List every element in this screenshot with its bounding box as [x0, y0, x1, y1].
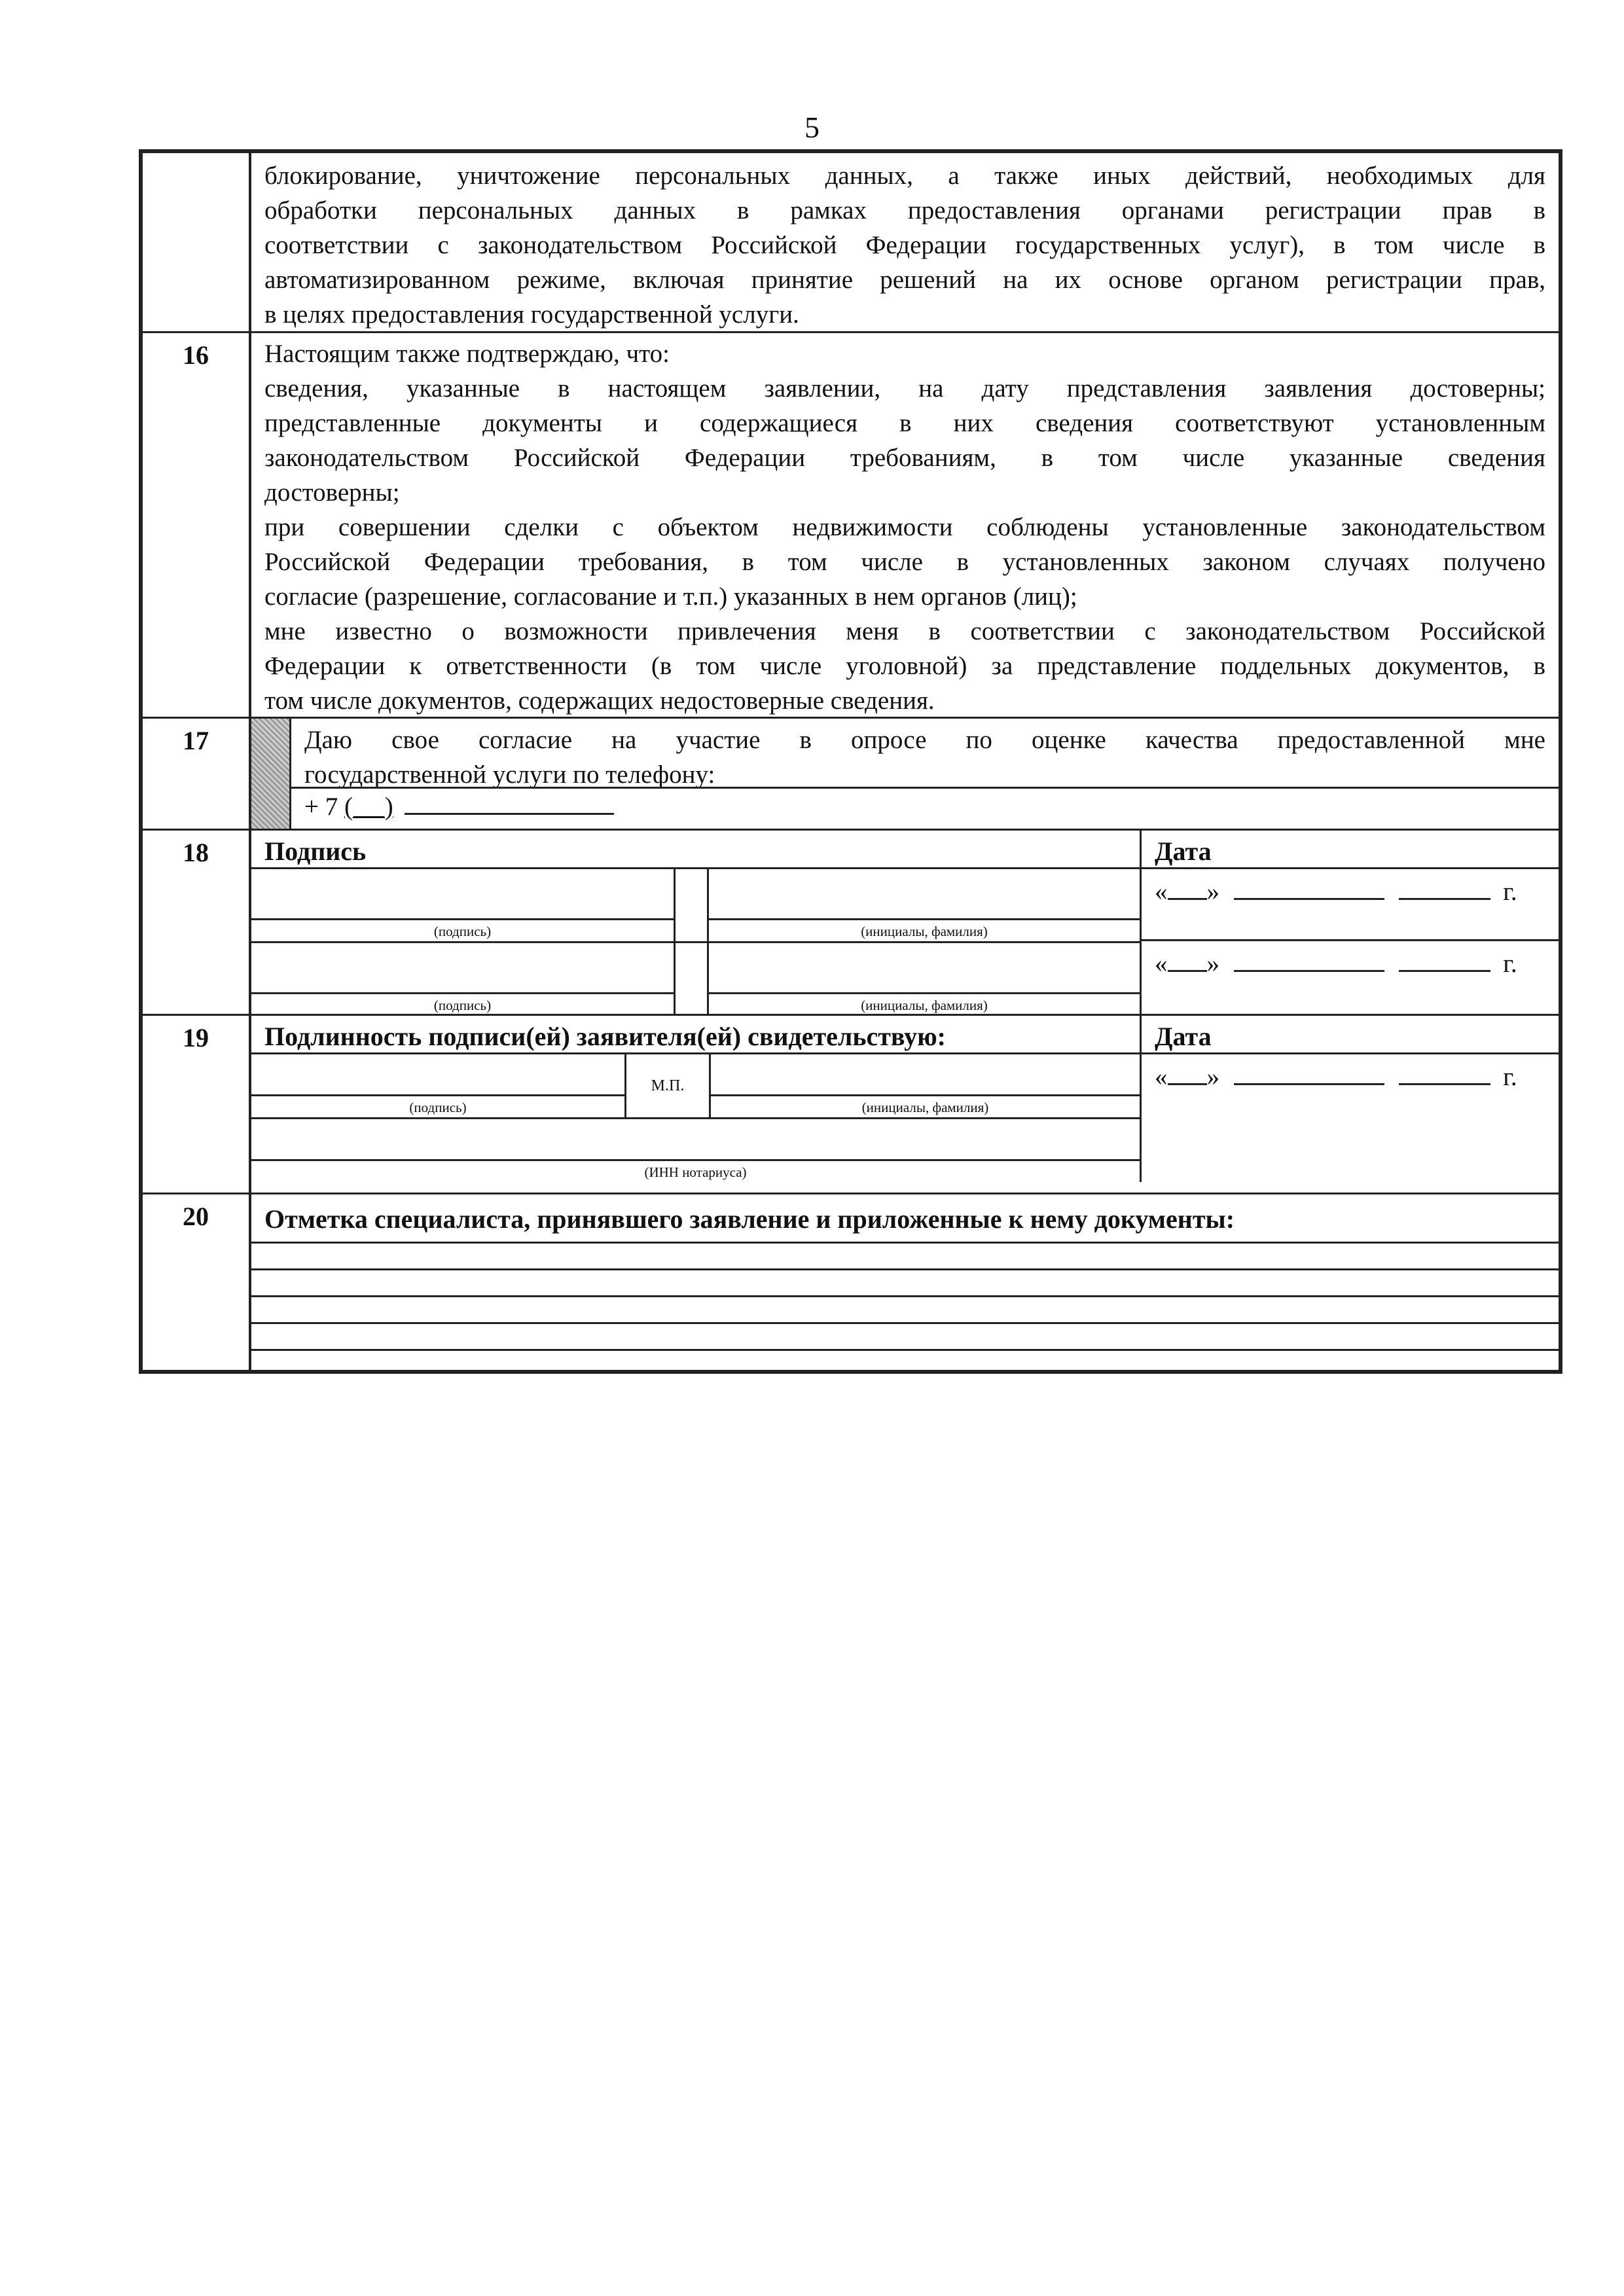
signature-caption: (подпись)	[433, 997, 492, 1013]
text-line: при совершении сделки с объектом недвижимости соблюдены установленные законодательством	[264, 513, 1545, 541]
text-line: представленные документы и содержащиеся в них сведения соответствуют установленным	[264, 409, 1545, 437]
inn-caption: (ИНН нотариуса)	[644, 1164, 747, 1180]
text-line: автоматизированном режиме, включая принятие решений на их основе органом регистрации прав,	[264, 266, 1545, 294]
phone-area-code: (_ _)	[344, 793, 393, 821]
text-line: Российской Федерации требования, в том числе в установленных законом случаях получено	[264, 548, 1545, 576]
row-number: 18	[143, 831, 251, 1014]
signature-line-1	[251, 869, 1140, 943]
text-line: сведения, указанные в настоящем заявлении, на дату представления заявления достоверны;	[264, 374, 1545, 403]
date-quote-open: «	[1155, 878, 1168, 906]
date-quote-close: »	[1206, 950, 1219, 978]
date-heading: Дата	[1140, 831, 1559, 867]
text-line: законодательством Российской Федерации требованиям, в том числе указанные сведения	[264, 444, 1545, 472]
row-18-signature	[143, 829, 1559, 1014]
date-heading: Дата	[1140, 1016, 1559, 1052]
page-number: 5	[804, 111, 820, 144]
separator-cell	[676, 943, 709, 1015]
text-line: согласие (разрешение, согласование и т.п.) указанных в нем органов (лиц);	[264, 583, 1077, 611]
notary-header	[251, 1016, 1559, 1054]
date-quote-close: »	[1206, 878, 1219, 906]
signature-body	[251, 869, 1559, 1015]
text-line: Федерации к ответственности (в том числе уголовной) за представление поддельных документов, в	[264, 652, 1545, 680]
initials-field[interactable]	[709, 869, 1140, 941]
signature-line-2	[251, 943, 1140, 1015]
date-year-suffix: г.	[1503, 878, 1517, 906]
row-17-survey-consent	[143, 717, 1559, 829]
stamp-placeholder: М.П.	[626, 1054, 711, 1117]
date-quote-open: «	[1155, 950, 1168, 978]
signature-field[interactable]	[251, 943, 676, 1015]
text-line: том числе документов, содержащих недостоверные сведения.	[264, 687, 935, 715]
signature-caption: (подпись)	[409, 1100, 467, 1115]
row-18-content	[251, 831, 1559, 1014]
notary-heading: Подлинность подписи(ей) заявителя(ей) свидетельствую:	[264, 1022, 946, 1051]
notary-signature-line	[251, 1054, 1140, 1119]
signature-heading: Подпись	[264, 836, 367, 866]
row-number: 17	[143, 719, 251, 829]
date-year-suffix: г.	[1503, 1063, 1517, 1091]
notary-date-field[interactable]	[1142, 1054, 1559, 1126]
date-quote-open: «	[1155, 1063, 1168, 1091]
row-16-text	[251, 333, 1559, 717]
signature-field[interactable]	[251, 869, 676, 941]
signature-caption: (подпись)	[433, 924, 492, 939]
phone-field[interactable]	[291, 787, 1559, 829]
text-line: достоверны;	[264, 478, 400, 507]
specialist-blank-line[interactable]	[251, 1297, 1559, 1324]
consent-text	[291, 719, 1559, 787]
date-field-1[interactable]	[1142, 869, 1559, 941]
row-20-specialist-mark	[143, 1193, 1559, 1370]
date-fields	[1140, 869, 1559, 1015]
specialist-blank-line[interactable]	[251, 1270, 1559, 1297]
row-17-content	[251, 719, 1559, 829]
text-line: блокирование, уничтожение персональных данных, а также иных действий, необходимых для	[264, 162, 1545, 190]
text-line: государственной услуги по телефону:	[304, 761, 715, 789]
initials-caption: (инициалы, фамилия)	[861, 997, 988, 1013]
text-line: соответствии с законодательством Российской Федерации государственных услуг), в том числе в	[264, 231, 1545, 259]
row-16-confirmation	[143, 331, 1559, 717]
initials-field[interactable]	[709, 943, 1140, 1015]
date-field-2[interactable]	[1142, 941, 1559, 1013]
initials-caption: (инициалы, фамилия)	[861, 924, 988, 939]
notary-initials-field[interactable]	[711, 1054, 1140, 1117]
row-20-content	[251, 1194, 1559, 1370]
signature-header	[251, 831, 1559, 869]
separator-cell	[676, 869, 709, 941]
application-form-table	[139, 149, 1562, 1374]
row-number: 16	[143, 333, 251, 717]
row-number: 19	[143, 1016, 251, 1193]
row-19-content	[251, 1016, 1559, 1193]
consent-checkbox[interactable]	[251, 719, 291, 829]
specialist-heading: Отметка специалиста, принявшего заявление и приложенные к нему документы:	[264, 1204, 1235, 1234]
initials-caption: (инициалы, фамилия)	[861, 1100, 989, 1115]
notary-body	[251, 1054, 1559, 1182]
text-line: Настоящим также подтверждаю, что:	[264, 340, 670, 368]
specialist-blank-line[interactable]	[251, 1244, 1559, 1270]
row-number-empty	[143, 153, 251, 331]
row-15-continuation	[143, 153, 1559, 331]
row-15-text	[251, 153, 1559, 331]
date-year-suffix: г.	[1503, 950, 1517, 978]
text-line: обработки персональных данных в рамках предоставления органами регистрации прав в	[264, 196, 1545, 224]
text-line: Даю свое согласие на участие в опросе по оценке качества предоставленной мне	[304, 726, 1545, 754]
text-line: мне известно о возможности привлечения меня в соответствии с законодательством Российской	[264, 617, 1545, 645]
row-number: 20	[143, 1194, 251, 1370]
phone-number-blank[interactable]	[405, 791, 614, 815]
text-line: в целях предоставления государственной услуги.	[264, 300, 799, 329]
phone-prefix: + 7	[304, 793, 338, 821]
consent-block	[291, 719, 1559, 829]
specialist-blank-line[interactable]	[251, 1324, 1559, 1351]
date-quote-close: »	[1206, 1063, 1219, 1091]
signature-lines	[251, 869, 1140, 1015]
notary-inn-field[interactable]	[251, 1119, 1140, 1182]
specialist-header	[251, 1194, 1559, 1244]
specialist-blank-line[interactable]	[251, 1351, 1559, 1376]
row-19-notary	[143, 1014, 1559, 1193]
notary-date-fields	[1140, 1054, 1559, 1182]
notary-signature-field[interactable]	[251, 1054, 626, 1117]
notary-lines	[251, 1054, 1140, 1182]
